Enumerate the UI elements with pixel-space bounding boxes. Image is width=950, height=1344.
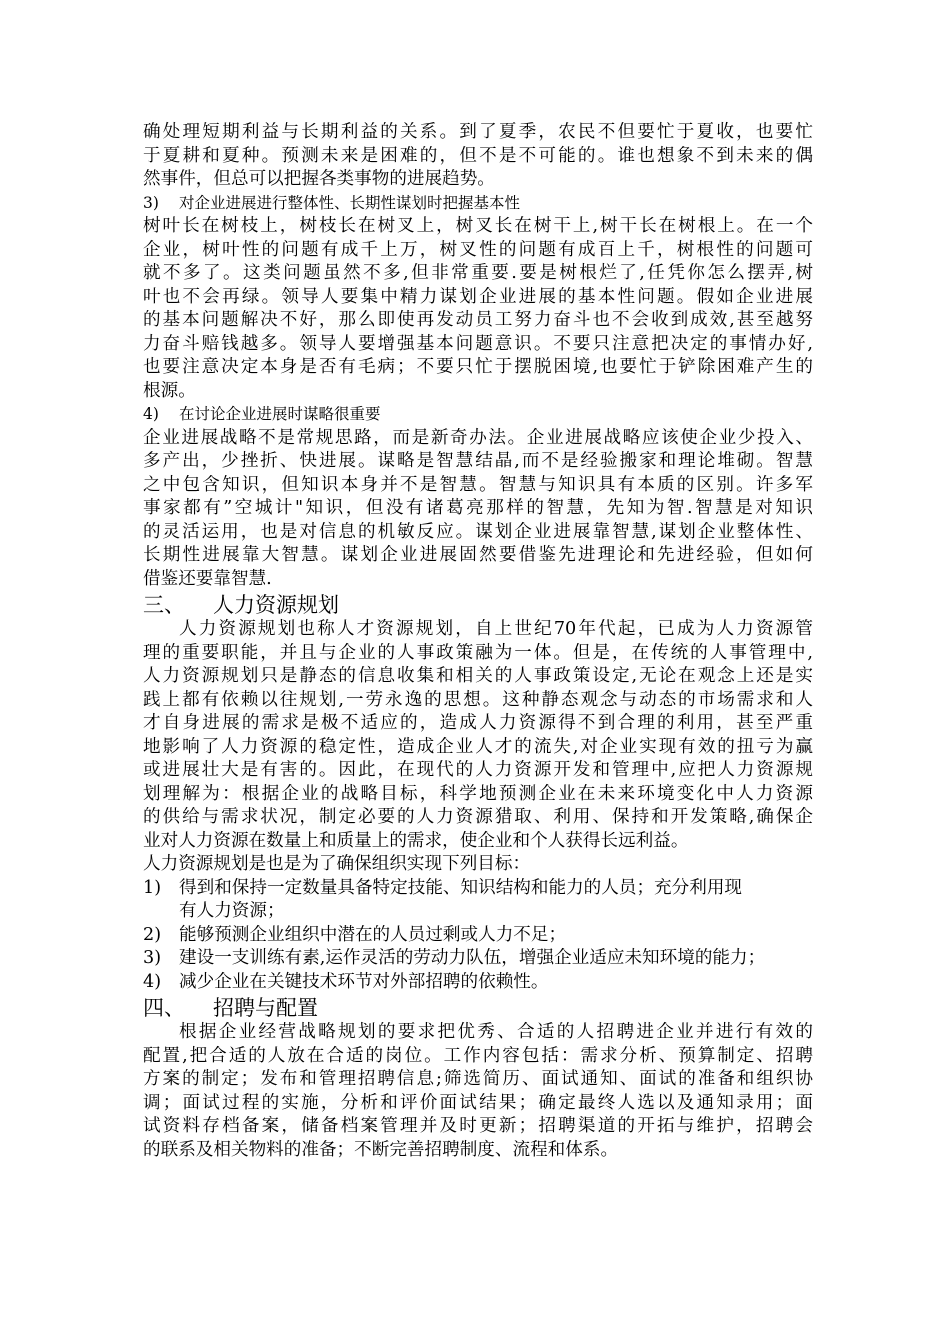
list-item bbox=[143, 947, 813, 971]
list-number: 2) bbox=[143, 924, 162, 945]
paragraph-line: 多产出，少挫折、快进展。谋略是智慧结晶,而不是经验搬家和理论堆砌。智慧 bbox=[143, 451, 813, 471]
list-item bbox=[143, 877, 813, 901]
paragraph-line: 人力资源规划只是静态的信息收集和相关的人事政策设定,无论在观念上还是实 bbox=[143, 666, 813, 686]
paragraph-line: 的灵活运用，也是对信息的机敏反应。谋划企业进展靠智慧,谋划企业整体性、 bbox=[143, 521, 813, 542]
list-text: 减少企业在关键技术环节对外部招聘的依赖性。 bbox=[179, 971, 549, 992]
paragraph-line: 长期性进展靠大智慧。谋划企业进展固然要借鉴先进理论和先进经验，但如何 bbox=[143, 545, 813, 565]
paragraph-line: 力奋斗赔钱越多。领导人要增强基本问题意识。不要只注意把决定的事情办好, bbox=[143, 333, 813, 354]
paragraph-line: 才自身进展的需求是极不适应的，造成人力资源得不到合理的利用，甚至严重 bbox=[143, 713, 813, 733]
paragraph-line: 于夏耕和夏种。预测未来是困难的，但不是不可能的。谁也想象不到未来的偶 bbox=[143, 145, 813, 166]
section-number: 三、 bbox=[143, 593, 185, 617]
paragraph-line: 的供给与需求状况，制定必要的人力资源猎取、利用、保持和开发策略,确保企 bbox=[143, 807, 813, 827]
list-number: 1) bbox=[143, 877, 162, 898]
paragraph-line: 企业，树叶性的问题有成千上万，树叉性的问题有成百上千，树根性的问题可 bbox=[143, 239, 813, 260]
section-4-paragraph bbox=[143, 1021, 813, 1162]
item-number: 3) bbox=[143, 193, 159, 212]
paragraph-line: 的联系及相关物料的准备；不断完善招聘制度、流程和体系。 bbox=[143, 1139, 619, 1160]
list-item bbox=[143, 971, 813, 995]
paragraph-line: 试资料存档备案，储备档案管理并及时更新；招聘渠道的开拓与维护，招聘会 bbox=[143, 1116, 813, 1136]
paragraph-line: 划理解为：根据企业的战略目标，科学地预测企业在未来环境变化中人力资源 bbox=[143, 783, 813, 804]
item-3-heading bbox=[143, 192, 813, 216]
paragraph-line: 人力资源规划也称人才资源规划，自上世纪70年代起，已成为人力资源管 bbox=[179, 619, 814, 639]
list-number: 3) bbox=[143, 948, 162, 968]
goals-list bbox=[143, 877, 813, 995]
section-3-paragraph bbox=[143, 618, 813, 853]
item-4-heading bbox=[143, 403, 813, 427]
item-title: 对企业进展进行整体性、长期性谋划时把握基本性 bbox=[179, 193, 521, 212]
paragraph-line: 配置,把合适的人放在合适的岗位。工作内容包括：需求分析、预算制定、招聘 bbox=[143, 1045, 813, 1066]
paragraph-line: 树叶长在树枝上，树枝长在树叉上，树叉长在树干上,树干长在树根上。在一个 bbox=[143, 216, 813, 236]
paragraph-line: 企业进展战略不是常规思路，而是新奇办法。企业进展战略应该使企业少投入、 bbox=[143, 427, 813, 448]
paragraph-line: 的基本问题解决不好，那么即使再发动员工努力奋斗也不会收到成效,甚至越努 bbox=[143, 310, 813, 330]
section-3-heading bbox=[143, 593, 813, 618]
list-text: 得到和保持一定数量具备特定技能、知识结构和能力的人员；充分利用现 bbox=[179, 877, 743, 898]
item-number: 4) bbox=[143, 405, 159, 423]
section-title: 人力资源规划 bbox=[213, 593, 339, 617]
paragraph-line: 也要注意决定本身是否有毛病；不要只忙于摆脱困境,也要忙于铲除困难产生的 bbox=[143, 357, 813, 377]
paragraph-line: 事家都有”空城计"知识，但没有诸葛亮那样的智慧，先知为智.智慧是对知识 bbox=[143, 498, 813, 518]
section-number: 四、 bbox=[143, 996, 185, 1020]
paragraph-line: 调；面试过程的实施，分析和评价面试结果；确定最终人选以及通知录用；面 bbox=[143, 1092, 813, 1113]
paragraph-line: 践上都有依赖以往规划,一劳永逸的思想。这种静态观念与动态的市场需求和人 bbox=[143, 689, 813, 710]
list-item bbox=[143, 924, 813, 948]
paragraph-line: 根源。 bbox=[143, 380, 196, 401]
paragraph-line: 确处理短期利益与长期利益的关系。到了夏季，农民不但要忙于夏收，也要忙 bbox=[143, 122, 813, 142]
paragraph-line: 地影响了人力资源的稳定性，造成企业人才的流失,对企业实现有效的扭亏为赢 bbox=[143, 736, 813, 757]
paragraph-line: 或进展壮大是有害的。因此，在现代的人力资源开发和管理中,应把人力资源规 bbox=[143, 760, 813, 780]
paragraph-line: 然事件，但总可以把握各类事物的进展趋势。 bbox=[143, 169, 495, 189]
list-number: 4) bbox=[143, 971, 162, 992]
list-item-continuation: 有人力资源； bbox=[179, 901, 285, 921]
paragraph-line: 就不多了。这类问题虽然不多,但非常重要.要是树根烂了,任凭你怎么摆弄,树 bbox=[143, 263, 813, 283]
list-text: 能够预测企业组织中潜在的人员过剩或人力不足； bbox=[179, 924, 567, 945]
section-4-heading bbox=[143, 996, 813, 1021]
item-title: 在讨论企业进展时谋略很重要 bbox=[179, 405, 381, 423]
section-title: 招聘与配置 bbox=[213, 996, 318, 1020]
document-page bbox=[143, 121, 813, 1162]
item-4-paragraph bbox=[143, 427, 813, 592]
paragraph-line: 叶也不会再绿。领导人要集中精力谋划企业进展的基本性问题。假如企业进展 bbox=[143, 286, 813, 307]
paragraph-line: 业对人力资源在数量上和质量上的需求，使企业和个人获得长远利益。 bbox=[143, 830, 689, 851]
paragraph-line: 方案的制定；发布和管理招聘信息;筛选简历、面试通知、面试的准备和组织协 bbox=[143, 1069, 813, 1089]
paragraph-line: 根据企业经营战略规划的要求把优秀、合适的人招聘进企业并进行有效的 bbox=[179, 1022, 813, 1042]
paragraph-line: 理的重要职能，并且与企业的人事政策融为一体。但是，在传统的人事管理中, bbox=[143, 642, 813, 663]
item-3-paragraph bbox=[143, 215, 813, 403]
intro-paragraph bbox=[143, 121, 813, 192]
paragraph-line: 之中包含知识，但知识本身并不是智慧。智慧与知识具有本质的区别。许多军 bbox=[143, 474, 813, 495]
paragraph-line: 借鉴还要靠智慧. bbox=[143, 568, 272, 589]
list-text: 建设一支训练有素,运作灵活的劳动力队伍，增强企业适应未知环境的能力； bbox=[179, 948, 766, 968]
goals-intro: 人力资源规划是也是为了确保组织实现下列目标： bbox=[143, 854, 531, 874]
